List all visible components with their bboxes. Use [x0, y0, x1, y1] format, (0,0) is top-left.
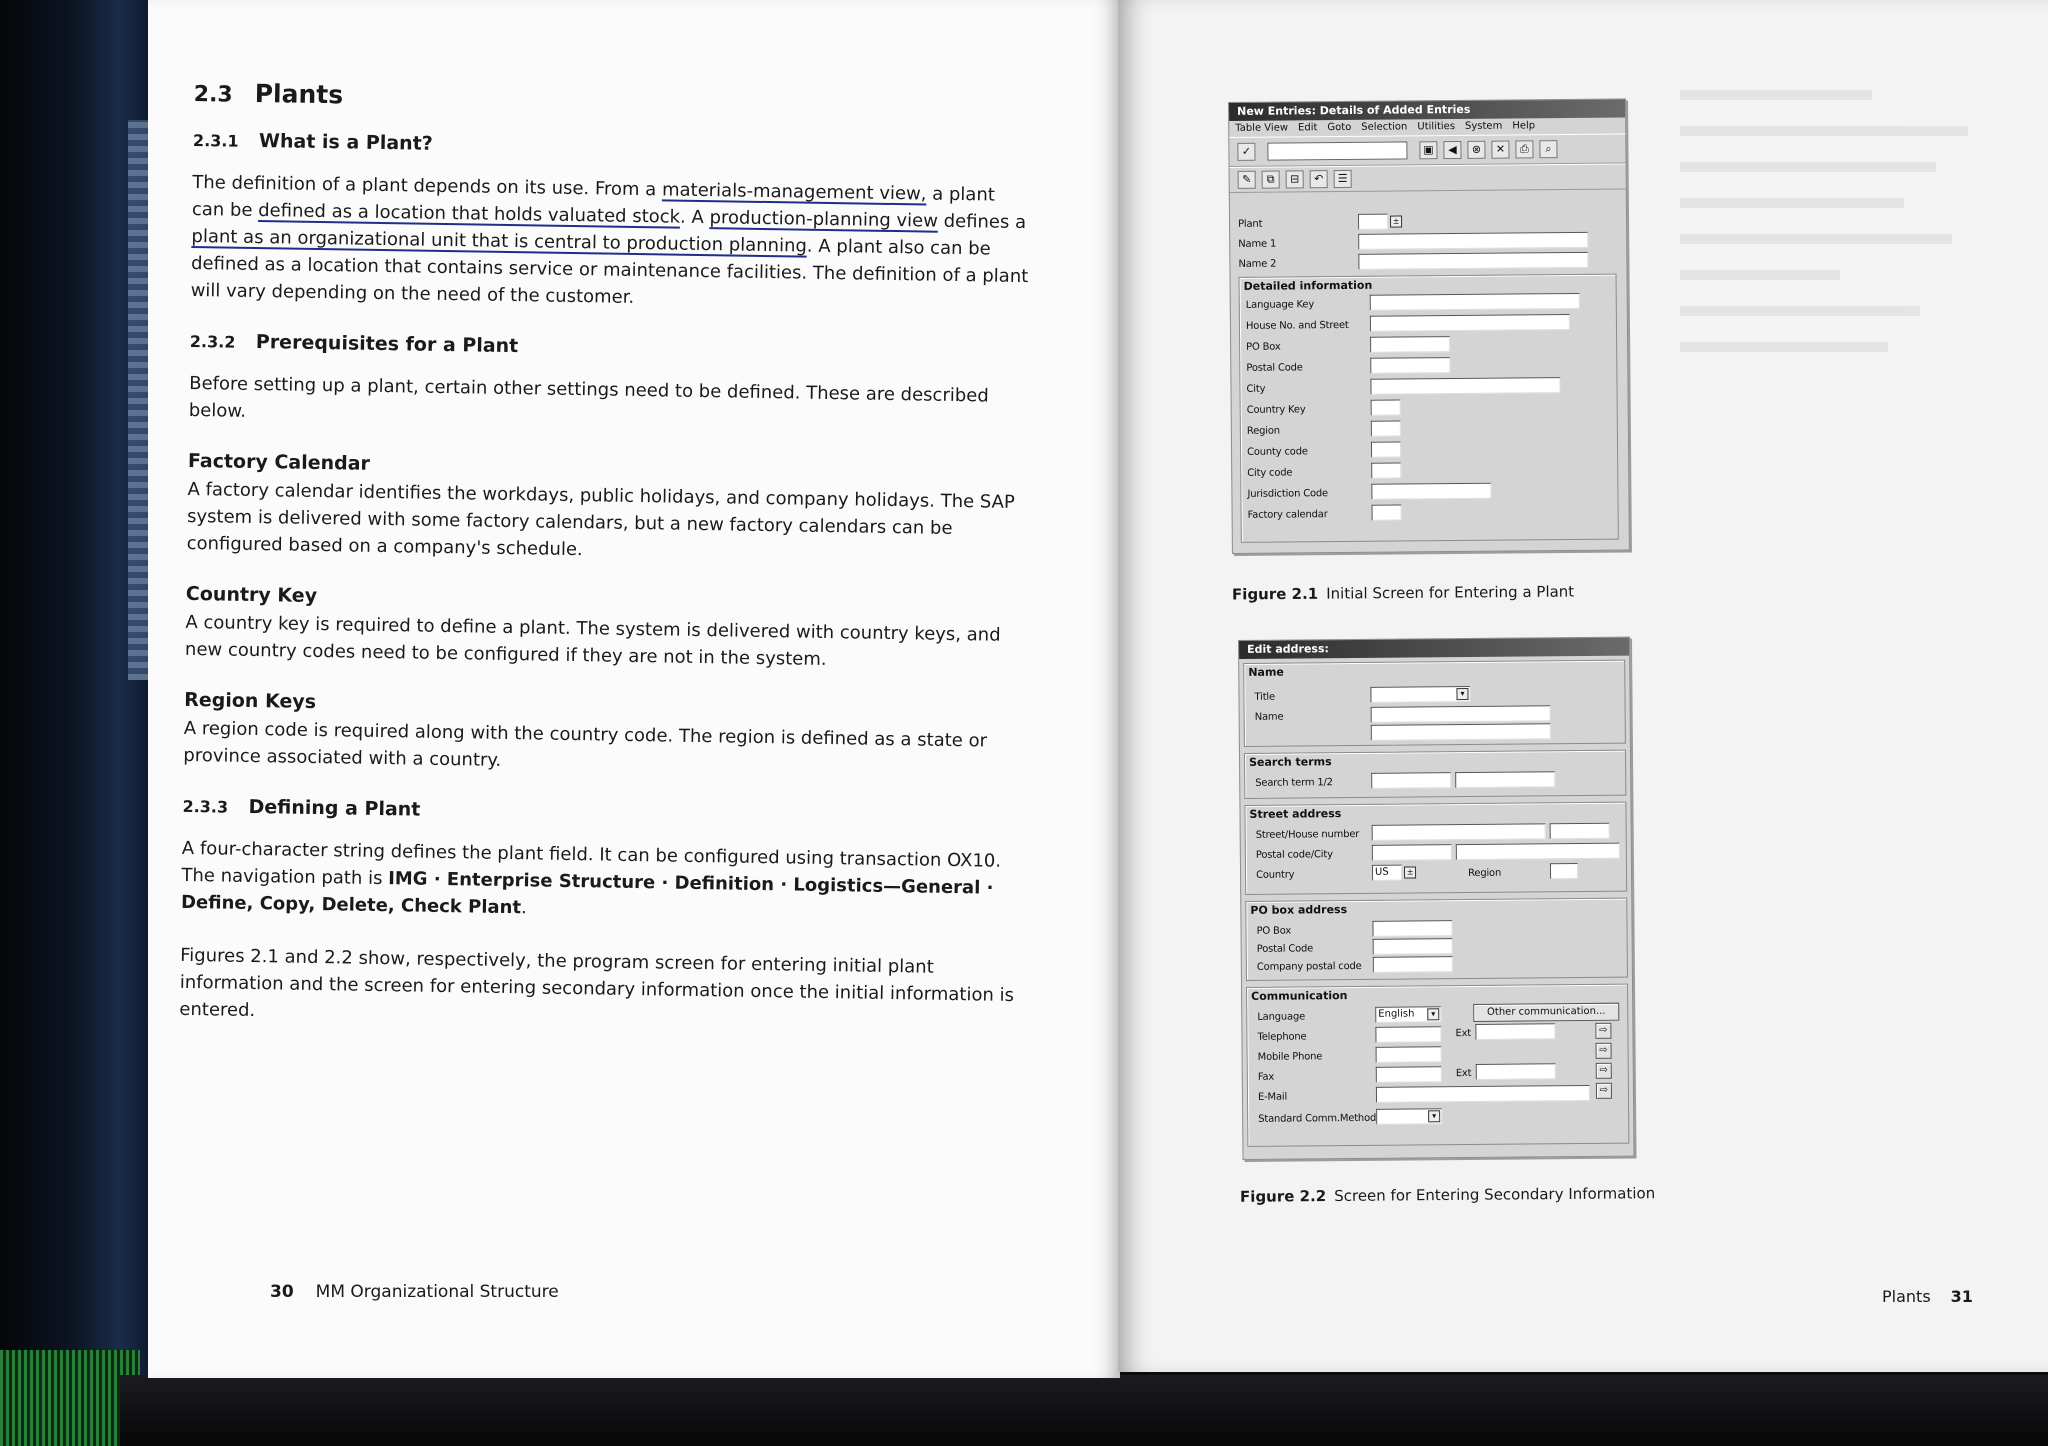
detail-field[interactable]	[1370, 293, 1580, 311]
detail-field[interactable]	[1371, 483, 1491, 500]
detail-label: Jurisdiction Code	[1247, 488, 1329, 500]
company-postal-code-field[interactable]	[1373, 956, 1453, 973]
po-box-label: PO Box	[1256, 925, 1292, 937]
chevron-down-icon[interactable]: ▾	[1427, 1008, 1439, 1020]
menu-item[interactable]: Selection	[1361, 121, 1408, 133]
subsection-title: What is a Plant?	[258, 130, 433, 155]
group-title: Name	[1248, 665, 1284, 679]
group-title: Detailed information	[1243, 278, 1373, 293]
detail-label: Factory calendar	[1247, 509, 1328, 521]
name-group	[1243, 660, 1626, 747]
caption-text: Initial Screen for Entering a Plant	[1326, 582, 1575, 603]
region-keys-heading: Region Keys	[184, 688, 317, 713]
sap-new-entries-window	[1228, 99, 1630, 554]
subsection-number: 2.3.2	[189, 331, 236, 352]
postal-code-field[interactable]	[1372, 844, 1452, 861]
company-postal-code-label: Company postal code	[1256, 960, 1362, 973]
po-postal-code-label: Postal Code	[1256, 943, 1314, 955]
text-run: A four-character string defines the plant field. It can be configured using transaction OX10. The navigation path is	[181, 837, 1002, 890]
detail-field[interactable]	[1372, 505, 1402, 521]
detail-label: House No. and Street	[1245, 319, 1349, 332]
detail-label: County code	[1247, 446, 1308, 458]
navigation-path: IMG · Enterprise Structure · Definition · Logistics—General · Define, Copy, Delete, Check Plant	[180, 868, 994, 919]
arrow-right-icon[interactable]: ⇨	[1596, 1083, 1612, 1099]
menu-item[interactable]: Help	[1512, 120, 1536, 132]
po-box-field[interactable]	[1372, 920, 1452, 937]
house-number-field[interactable]	[1550, 823, 1610, 840]
save-icon[interactable]: ▣	[1419, 141, 1437, 159]
subsection-title: Defining a Plant	[248, 795, 421, 821]
subsection-number: 2.3.1	[192, 130, 239, 151]
name1-field[interactable]	[1358, 232, 1588, 250]
country-key-heading: Country Key	[185, 582, 318, 607]
right-page-footer	[1882, 1287, 1973, 1306]
underlined-phrase: materials-management view,	[661, 179, 927, 205]
subsection-number: 2.3.3	[182, 796, 229, 817]
subsection-heading-3	[182, 795, 1022, 830]
delete-icon[interactable]: ⊟	[1286, 170, 1304, 188]
detail-field[interactable]	[1371, 400, 1401, 416]
underlined-phrase: production-planning view	[709, 207, 939, 232]
caption-label: Figure 2.2	[1239, 1187, 1327, 1206]
caption-label: Figure 2.1	[1231, 584, 1319, 604]
city-field[interactable]	[1456, 843, 1620, 860]
region-label: Region	[1467, 867, 1502, 880]
running-head: MM Organizational Structure	[315, 1282, 559, 1302]
street-field[interactable]	[1372, 823, 1546, 841]
postal-city-label: Postal code/City	[1255, 849, 1333, 861]
find-icon[interactable]: ⌕	[1539, 140, 1557, 158]
back-icon[interactable]: ◀	[1443, 141, 1461, 159]
prerequisites-intro: Before setting up a plant, certain other settings need to be defined. These are described below.	[188, 372, 989, 422]
fax-ext-field[interactable]	[1476, 1063, 1556, 1080]
factory-calendar-text: A factory calendar identifies the workdays, public holidays, and company holidays. The SAP system is delivered with some factory calendars, but a new factory calendars can be configured based on a company's schedule.	[186, 478, 1015, 561]
detail-label: Language Key	[1245, 299, 1315, 311]
detail-field[interactable]	[1371, 442, 1401, 458]
name2-label: Name 2	[1238, 258, 1277, 270]
scan-noise	[0, 1350, 140, 1446]
figures-paragraph: Figures 2.1 and 2.2 show, respectively, the program screen for entering initial plant information and the screen for entering secondary information once the initial information is entered.	[179, 944, 1015, 1022]
menu-item[interactable]: Goto	[1327, 121, 1352, 134]
menu-item[interactable]: System	[1464, 120, 1503, 132]
underlined-phrase: plant as an organizational unit that is central to production planning	[191, 225, 808, 257]
text-run: defines a	[937, 210, 1027, 234]
search-term-label: Search term 1/2	[1255, 777, 1333, 789]
defining-plant-paragraph	[181, 835, 1022, 929]
menu-item[interactable]: Table View	[1235, 122, 1289, 134]
arrow-right-icon[interactable]: ⇨	[1596, 1043, 1612, 1059]
figure-2-1-caption	[1232, 583, 1574, 604]
detail-field[interactable]	[1370, 357, 1450, 374]
country-field[interactable]: US	[1372, 865, 1402, 881]
search-terms-group	[1244, 750, 1626, 799]
detailed-information-group	[1239, 274, 1619, 543]
other-communication-button[interactable]: Other communication...	[1473, 1003, 1619, 1022]
telephone-field[interactable]	[1375, 1026, 1441, 1043]
chevron-down-icon[interactable]: ▾	[1456, 688, 1468, 700]
detail-field[interactable]	[1370, 336, 1450, 353]
detail-label: City code	[1247, 467, 1293, 479]
section-title: Plants	[254, 78, 344, 110]
possible-entries-icon[interactable]: ±	[1390, 215, 1402, 227]
detail-label: Postal Code	[1246, 362, 1303, 374]
text-run: The definition of a plant depends on its use. From a	[192, 171, 663, 201]
running-head: Plants	[1882, 1287, 1931, 1306]
search-term-1-field[interactable]	[1371, 772, 1451, 789]
underlined-phrase: defined as a location that holds valuated stock	[258, 200, 681, 228]
detail-label: Country Key	[1246, 404, 1306, 416]
command-field[interactable]	[1267, 141, 1407, 160]
application-toolbar	[1230, 164, 1626, 193]
street-address-group	[1244, 802, 1627, 895]
list-icon[interactable]: ☰	[1334, 170, 1352, 188]
text-run: .	[520, 897, 527, 919]
figure-2-2-caption	[1240, 1184, 1655, 1206]
region-field[interactable]	[1550, 863, 1578, 879]
name2-field[interactable]	[1358, 252, 1588, 270]
street-label: Street/House number	[1255, 828, 1360, 841]
plant-label: Plant	[1238, 218, 1263, 230]
text-run: . A	[679, 206, 710, 229]
mobile-field[interactable]	[1376, 1046, 1442, 1063]
name-field-1[interactable]	[1371, 705, 1551, 723]
subsection-heading-2	[190, 330, 1030, 365]
subsection-heading-1	[193, 129, 1033, 164]
scanner-edge	[0, 0, 160, 1446]
detail-field[interactable]	[1370, 314, 1570, 332]
bleed-through-text	[1680, 90, 2000, 420]
enter-icon[interactable]: ✓	[1237, 143, 1255, 161]
left-page-content	[179, 78, 1034, 1062]
name1-label: Name 1	[1238, 238, 1277, 250]
cancel-icon[interactable]: ✕	[1491, 141, 1509, 159]
detail-field[interactable]	[1370, 377, 1560, 395]
page-number: 31	[1950, 1287, 1973, 1306]
detail-label: Region	[1246, 425, 1280, 437]
arrow-right-icon[interactable]: ⇨	[1595, 1023, 1611, 1039]
plant-definition-paragraph	[190, 169, 1032, 317]
fax-field[interactable]	[1376, 1066, 1442, 1083]
group-title: Communication	[1251, 989, 1348, 1003]
ext-label: Ext	[1455, 1027, 1472, 1040]
window-title: New Entries: Details of Added Entries	[1229, 100, 1625, 121]
menu-item[interactable]: Utilities	[1417, 121, 1456, 133]
factory-calendar-heading: Factory Calendar	[187, 449, 371, 475]
telephone-ext-field[interactable]	[1475, 1023, 1555, 1040]
country-label: Country	[1256, 869, 1295, 881]
text-run: . A plant also can be defined as a location that contains service or maintenance facilities. The definition of a plant will vary depending on the need of the customer.	[190, 235, 1029, 308]
menu-item[interactable]: Edit	[1297, 122, 1318, 134]
country-key-text: A country key is required to define a plant. The system is delivered with country keys, and new country codes need to be configured if they are not in the system.	[184, 611, 1001, 671]
subsection-title: Prerequisites for a Plant	[255, 331, 519, 358]
left-page-footer	[270, 1282, 559, 1302]
language-field[interactable]: English	[1375, 1006, 1441, 1023]
name-label: Name	[1254, 711, 1284, 723]
email-field[interactable]	[1376, 1085, 1590, 1103]
standard-toolbar	[1229, 134, 1625, 167]
region-keys-text: A region code is required along with the country code. The region is defined as a state or province associated with a country.	[183, 717, 988, 771]
section-number: 2.3	[193, 81, 233, 108]
detail-field[interactable]	[1371, 421, 1401, 437]
chevron-down-icon[interactable]: ▾	[1428, 1110, 1440, 1122]
detail-label: PO Box	[1246, 341, 1281, 353]
page-number: 30	[270, 1282, 294, 1302]
undo-icon[interactable]: ↶	[1310, 170, 1328, 188]
book-bottom-shadow	[120, 1375, 2048, 1446]
caption-text: Screen for Entering Secondary Information	[1334, 1184, 1656, 1205]
search-term-2-field[interactable]	[1455, 771, 1555, 788]
po-postal-code-field[interactable]	[1373, 938, 1453, 955]
possible-entries-icon[interactable]: ±	[1404, 866, 1416, 878]
fax-label: Fax	[1257, 1071, 1275, 1083]
window-title: Edit address:	[1239, 638, 1629, 659]
language-label: Language	[1257, 1011, 1306, 1023]
plant-field[interactable]	[1358, 214, 1388, 230]
group-title: Street address	[1249, 807, 1342, 821]
group-title: PO box address	[1250, 903, 1348, 917]
name-field-2[interactable]	[1371, 723, 1551, 741]
exit-icon[interactable]: ⊗	[1467, 141, 1485, 159]
copy-icon[interactable]: ⧉	[1262, 171, 1280, 189]
group-title: Search terms	[1249, 755, 1332, 769]
arrow-right-icon[interactable]: ⇨	[1596, 1063, 1612, 1079]
standard-comm-method-label: Standard Comm.Method	[1258, 1112, 1377, 1125]
mobile-label: Mobile Phone	[1257, 1051, 1323, 1063]
email-label: E-Mail	[1257, 1091, 1288, 1103]
change-icon[interactable]: ✎	[1238, 171, 1256, 189]
ext-label: Ext	[1455, 1067, 1472, 1080]
detail-label: City	[1246, 383, 1266, 395]
communication-group	[1246, 984, 1629, 1147]
text-run: a plant can be	[191, 183, 996, 222]
sap-edit-address-window	[1238, 637, 1635, 1160]
po-box-group	[1245, 898, 1628, 981]
title-label: Title	[1254, 691, 1275, 703]
print-icon[interactable]: ⎙	[1515, 140, 1533, 158]
telephone-label: Telephone	[1257, 1031, 1307, 1043]
detail-field[interactable]	[1371, 463, 1401, 479]
